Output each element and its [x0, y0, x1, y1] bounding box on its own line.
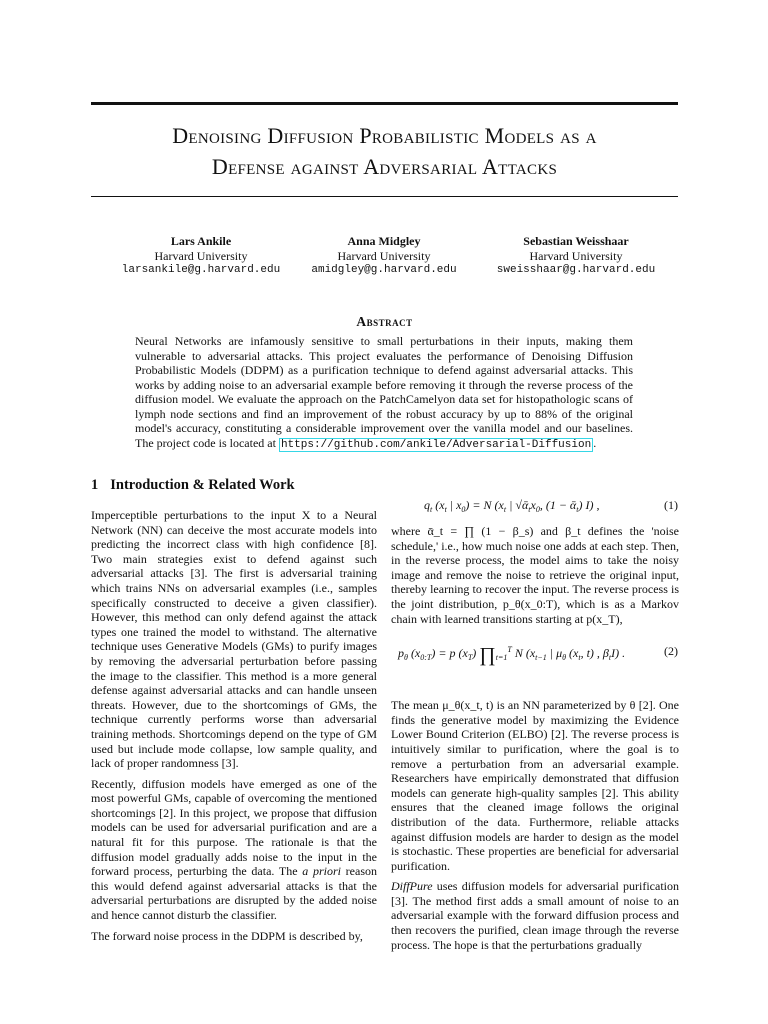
- author-affiliation: Harvard University: [337, 248, 431, 263]
- right-column: [391, 524, 679, 958]
- italic-term: DiffPure: [391, 879, 433, 894]
- author-1: [121, 234, 281, 278]
- project-code-link[interactable]: https://github.com/ankile/Adversarial-Diffusion: [280, 438, 592, 451]
- abstract-body: [135, 334, 633, 452]
- equation-1: [424, 498, 678, 514]
- author-email: sweisshaar@g.harvard.edu: [496, 264, 656, 276]
- abstract-heading: Abstract: [356, 314, 413, 329]
- equation-number: (2): [664, 644, 678, 658]
- paper-title: [91, 120, 678, 182]
- abstract-end: .: [593, 435, 597, 450]
- left-column: [91, 508, 377, 949]
- author-affiliation: Harvard University: [154, 248, 248, 263]
- equation-2-body: $p_\theta$ $(x_{0:T}) = p$ $(x_T)$ $\prod_{t=1}^T$ N ($x_{t-1}$ | $\mu_\theta$ ($x_t$, t) , $\beta_tI$) .: [398, 644, 626, 666]
- author-3: [487, 234, 665, 278]
- author-name: Sebastian Weisshaar: [523, 234, 629, 248]
- author-2: [304, 234, 464, 278]
- section-number: 1: [91, 477, 99, 493]
- italic-term: a priori: [302, 864, 341, 879]
- author-name: Anna Midgley: [347, 234, 421, 248]
- paragraph: The forward noise process in the DDPM is described by,: [91, 928, 363, 943]
- author-email: amidgley@g.harvard.edu: [311, 264, 457, 276]
- paragraph: Imperceptible perturbations to the input X to a Neural Network (NN) can deceive the most accurate models into predicting the incorrect class with high confidence [8]. Two main strategies exist to defend against such adversarial attacks [3]. The first is adversarial training which trains NNs on adversarial examples (i.e., samples specifically constructed to deceive a given classifier). However, this method can only defend against the attack types one trained the model to withstand. The alternative technique uses Generative Models (GMs) to purify images by removing the adversarial perturbation before passing the image to the classifier. This method is a more general defense against adversarial attacks and can handle unseen threats. However, due to the shortcomings of GMs, the technique currently performs worse than adversarial training methods. Shortcomings depend on the type of GM used but include mode collapse, low sample quality, and lack of proper randomness [3].: [91, 508, 377, 771]
- title-bottom-rule: [91, 196, 678, 197]
- equation-1-body: $q_t$ ($x_t$ | $x_0) = N$ ($x_t$ | $√ᾱ_tx_0$, (1 − ᾱ$_t$) I) ,: [424, 498, 600, 514]
- paragraph-text: uses diffusion models for adversarial purification [3]. The method first adds a small amount of noise to an adversarial example with the forward diffusion process and then recovers the purified, clean image through the reverse process. The hope is that the perturbations gradually: [391, 879, 679, 952]
- section-title: Introduction & Related Work: [110, 477, 295, 493]
- paragraph-text: reason this would defend against adversarial attacks is that the adversarial perturbations are disrupted by the added noise and hence cannot disturb the classifier.: [91, 864, 377, 923]
- author-email: larsankile@g.harvard.edu: [121, 264, 281, 276]
- section-heading: [91, 477, 295, 494]
- author-affiliation: Harvard University: [529, 248, 623, 263]
- abstract-text: Neural Networks are infamously sensitive to small perturbations in their inputs, making them vulnerable to adversarial attacks. This project evaluates the performance of Denoising Diffusion Probabilistic Models (DDPM) as a purification technique to defend against adversarial attacks. This works by adding noise to an adversarial example before removing it through the reverse process of the diffusion model. We evaluate the approach on the PatchCamelyon data set for histopathologic scans of lymph node sections and find an improvement of the robust accuracy by up to 88% of the original model's accuracy, constituting a considerable improvement over the vanilla model and our baselines. The project code is located at: [135, 334, 633, 450]
- title-line-2: Defense against Adversarial Attacks: [211, 154, 558, 179]
- title-line-1: Denoising Diffusion Probabilistic Models as a: [172, 123, 597, 148]
- paragraph: where ᾱ_t = ∏ (1 − β_s) and β_t defines the 'noise schedule,' i.e., how much noise one adds at each step. Then, in the reverse process, the model aims to take the noisy image and remove the noise to retrieve the original input, thereby learning to recover the input. The reverse process is the joint distribution, p_θ(x_0:T), which is as a Markov chain with learned transitions starting at p(x_T),: [391, 524, 679, 626]
- equation-2: [398, 644, 678, 667]
- paragraph: [91, 777, 377, 923]
- author-name: Lars Ankile: [170, 234, 232, 248]
- paragraph-text: Recently, diffusion models have emerged as one of the most powerful GMs, capable of overcoming the mentioned shortcomings [2]. In this project, we propose that diffusion models can be used for adversarial purification and are a natural fit for this purpose. The rationale is that the diffusion model gradually adds noise to the input in the forward process, perturbing the data. The: [91, 776, 377, 879]
- paragraph: The mean μ_θ(x_t, t) is an NN parameterized by θ [2]. One finds the generative model by maximizing the Evidence Lower Bound Criterion (ELBO) [2]. The reverse process is intuitively similar to purification, where the goal is to remove a perturbation from an adversarial example. Researchers have empirically demonstrated that diffusion models can generate high-quality samples [2]. This ability ensures that the cleaned image follows the original distribution of the data. Furthermore, reliable attacks against diffusion models are harder to design as the model is stochastic. These properties are beneficial for adversarial purification.: [391, 698, 679, 873]
- paragraph: [391, 879, 679, 952]
- equation-number: (1): [664, 498, 678, 512]
- title-top-rule: [91, 102, 678, 105]
